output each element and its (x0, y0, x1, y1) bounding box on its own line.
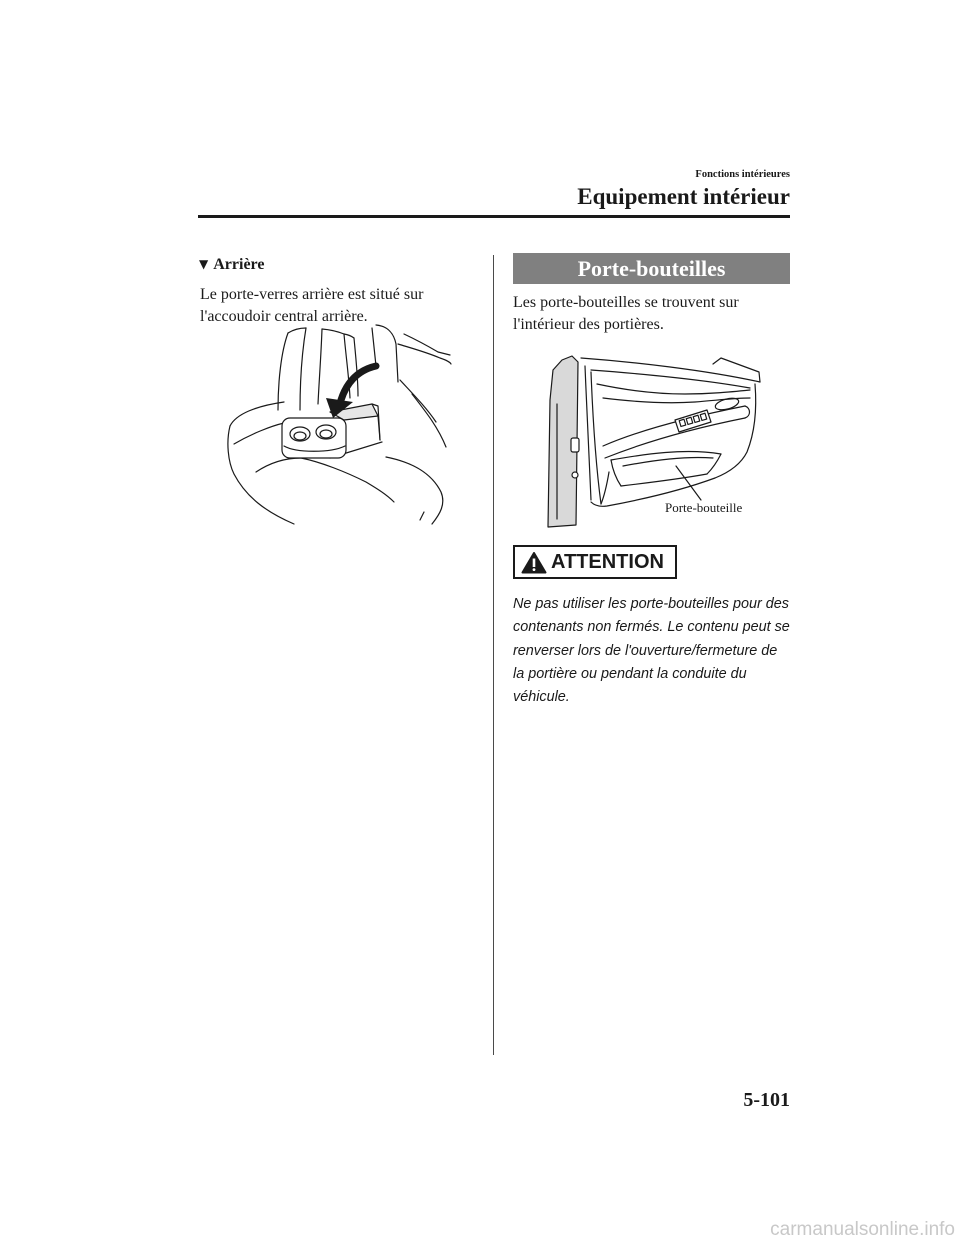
header-rule (198, 215, 790, 218)
bottle-holder-callout: Porte-bouteille (665, 500, 743, 515)
warning-icon (521, 551, 547, 574)
cupholder-tray (282, 418, 346, 458)
page-number: 5-101 (743, 1089, 790, 1111)
attention-line: la portière ou pendant la conduite du (513, 665, 747, 682)
door-panel (597, 384, 750, 458)
page-title: Equipement intérieur (577, 184, 790, 209)
subheading-rear (199, 255, 264, 275)
column-divider (493, 255, 494, 1055)
attention-line: Ne pas utiliser les porte-bouteilles pour des (513, 596, 789, 612)
paragraph-line: Le porte-verres arrière est situé sur (200, 286, 424, 303)
down-triangle-marker-icon: ▼ (199, 257, 209, 271)
callout-leader-line (676, 466, 701, 500)
paragraph-line: l'accoudoir central arrière. (200, 308, 368, 325)
section-banner: Porte-bouteilles (513, 253, 790, 284)
bottle-holder-paragraph (513, 292, 739, 336)
rear-armrest-cupholder-illustration (226, 322, 452, 528)
attention-line: véhicule. (513, 689, 570, 705)
door-pillar (548, 356, 579, 527)
attention-line: renverser lors de l'ouverture/fermeture de (513, 642, 778, 659)
paragraph-line: l'intérieur des portières. (513, 316, 664, 333)
watermark: carmanualsonline.info (770, 1219, 955, 1240)
attention-badge (513, 545, 677, 579)
subheading-text: Arrière (213, 256, 265, 273)
bottle-holder-pocket (601, 452, 721, 504)
attention-label: ATTENTION (551, 551, 664, 573)
section-label: Fonctions intérieures (695, 169, 790, 180)
attention-line: contenants non fermés. Le contenu peut se (513, 619, 790, 636)
door-frame (581, 358, 760, 506)
attention-text (513, 593, 790, 709)
window-switch-panel (675, 410, 711, 432)
paragraph-line: Les porte-bouteilles se trouvent sur (513, 294, 739, 311)
